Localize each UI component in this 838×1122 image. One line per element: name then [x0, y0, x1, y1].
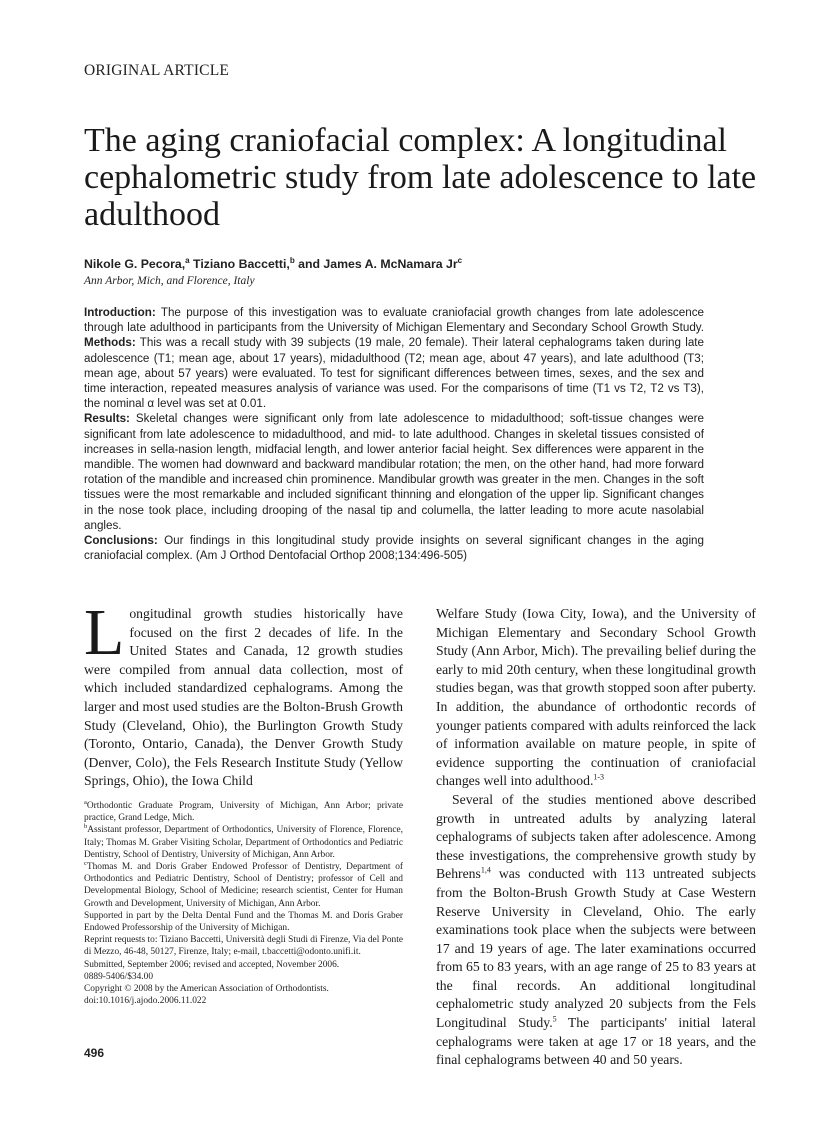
citation-ref: 1,4: [480, 865, 491, 875]
drop-cap: L: [84, 596, 125, 669]
abstract-paragraph: [84, 305, 704, 563]
citation-ref: 5: [552, 1014, 557, 1024]
footnote-mark: b: [84, 823, 88, 831]
issn: 0889-5406/$34.00: [84, 971, 154, 982]
abstract-methods-label: Methods:: [84, 336, 136, 350]
author-affiliation-mark: a: [185, 256, 190, 265]
body-paragraph: [436, 605, 756, 791]
author-name: Nikole G. Pecora,: [84, 257, 186, 272]
footnotes: [84, 800, 403, 1007]
article-title: The aging craniofacial complex: A longitudinal cephalometric study from late adolescence to late adulthood: [84, 122, 757, 233]
copyright: Copyright © 2008 by the American Association of Orthodontists.: [84, 984, 329, 995]
abstract-introduction-text: The purpose of this investigation was to evaluate craniofacial growth changes from late adolescence through late adulthood in participants from the University of Michigan Elementary and Secondary School Growth Study.: [84, 306, 704, 335]
body-paragraph: [436, 791, 756, 1070]
body-text: was conducted with 113 untreated subjects from the Bolton-Brush Growth Study at Case Western Reserve University in Cleveland, Ohio. The early examinations took place when the subjects were between 17 and 19 years of age. The later examinations occurred from 65 to 83 years, with an age range of 25 to 83 years at the final records. An additional longitudinal cephalometric study analyzed 20 subjects from the Fels Longitudinal Study.: [436, 866, 756, 1031]
doi: doi:10.1016/j.ajodo.2006.11.022: [84, 996, 207, 1007]
footnote-mark: a: [84, 798, 87, 806]
citation-ref: 1-3: [593, 772, 605, 782]
author-name: and James A. McNamara Jr: [294, 257, 458, 272]
author-affiliation-mark: c: [457, 256, 463, 265]
body-column-left: [84, 596, 403, 791]
body-text: ongitudinal growth studies historically have focused on the first 2 decades of life. In the United States and Canada, 12 growth studies were compiled from annual data collection, most of which included standardized cephalograms. Among the larger and most used studies are the Bolton-Brush Growth Study (Cleveland, Ohio), the Burlington Growth Study (Toronto, Ontario, Canada), the Denver Growth Study (Denver, Colo), the Fels Research Institute Study (Yellow Springs, Ohio), the Iowa Child: [84, 606, 403, 789]
abstract: [84, 305, 704, 563]
page-number: 496: [84, 1046, 105, 1060]
author-list: [84, 256, 462, 271]
abstract-results-text: Skeletal changes were significant only from late adolescence to midadulthood; soft-tissue changes were significant from late adolescence to midadulthood, and mid- to late adulthood. Changes in skeletal tissues consisted of increases in sella-nasion length, midfacial length, and lower anterior facial height. Sex differences were apparent in the mandible. The women had downward and backward mandibular rotation; the men, on the other hand, had more forward rotation of the mandible and increased chin prominence. Mandibular growth was greater in the men. Changes in the soft tissues were the most remarkable and included significant thinning and elongation of the upper lip. Significant changes in the nose took place, including drooping of the nasal tip and columella, the latter leading to more acute nasolabial angles.: [84, 412, 704, 532]
author-affiliation: Ann Arbor, Mich, and Florence, Italy: [84, 275, 255, 287]
body-text: The participants' initial lateral cephalograms were taken at age 17 or 18 years, and the final cephalograms between 40 and 50 years.: [436, 1015, 756, 1068]
body-paragraph: [84, 596, 403, 791]
submission-dates: Submitted, September 2006; revised and accepted, November 2006.: [84, 959, 340, 970]
body-column-right: [436, 605, 756, 1070]
footnote: [84, 824, 403, 861]
footnote-text: Orthodontic Graduate Program, University of Michigan, Ann Arbor; private practice, Grand Ledge, Mich.: [84, 801, 403, 824]
abstract-introduction-label: Introduction:: [84, 306, 156, 319]
footnote-text: Assistant professor, Department of Orthodontics, University of Florence, Florence, Italy; Thomas M. Graber Visiting Scholar, Department of Orthodontics and Pediatric Dentistry, School of Dentistry, University of Michigan, Ann Arbor.: [84, 825, 403, 860]
body-text: Welfare Study (Iowa City, Iowa), and the University of Michigan Elementary and Secondary School Growth Study (Ann Arbor, Mich). The prevailing belief during the early to mid 20th century, when these longitudinal growth studies began, was that growth stopped soon after puberty. In addition, the abundance of orthodontic records of younger patients compared with adults reinforced the lack of information available on mature people, in spite of evidence supporting the continuation of craniofacial changes well into adulthood.: [436, 606, 756, 789]
section-label: ORIGINAL ARTICLE: [84, 62, 230, 79]
footnote: [84, 861, 403, 910]
reprint-request: Reprint requests to: Tiziano Baccetti, Università degli Studi di Firenze, Via del Ponte di Mezzo, 46-48, 50127, Firenze, Italy; e-mail, t.baccetti@odonto.unifi.it.: [84, 935, 404, 958]
footnote: [84, 800, 403, 824]
body-text: Several of the studies mentioned above described growth in untreated adults by analyzing lateral cephalograms of subjects taken after adolescence. Among these investigations, the comprehensive growth study by Behrens: [436, 791, 756, 882]
abstract-methods-text: This was a recall study with 39 subjects (19 male, 20 female). Their lateral cephalograms taken during late adolescence (T1; mean age, about 17 years), midadulthood (T2; mean age, about 47 years), and late adulthood (T3; mean age, about 57 years) were evaluated. To test for significant differences between times, sexes, and the sex and time interaction, repeated measures analysis of variance was used. For the comparisons of time (T1 vs T2, T2 vs T3), the nominal α level was set at 0.01.: [84, 336, 704, 411]
footnote-text: Thomas M. and Doris Graber Endowed Professor of Dentistry, Department of Orthodontics and Pediatric Dentistry, School of Dentistry; professor of Cell and Developmental Biology, School of Medicine; research scientist, Center for Human Growth and Development, University of Michigan, Ann Arbor.: [84, 862, 403, 909]
author-name: Tiziano Baccetti,: [189, 257, 290, 272]
abstract-results-label: Results:: [84, 412, 130, 426]
footnote-mark: c: [84, 859, 87, 867]
support-note: Supported in part by the Delta Dental Fund and the Thomas M. and Doris Graber Endowed Professorship of the University of Michigan.: [84, 910, 403, 934]
abstract-conclusions-label: Conclusions:: [84, 534, 158, 548]
author-affiliation-mark: b: [289, 256, 295, 265]
abstract-conclusions-text: Our findings in this longitudinal study provide insights on several significant changes in the aging craniofacial complex. (Am J Orthod Dentofacial Orthop 2008;134:496-505): [84, 534, 704, 563]
